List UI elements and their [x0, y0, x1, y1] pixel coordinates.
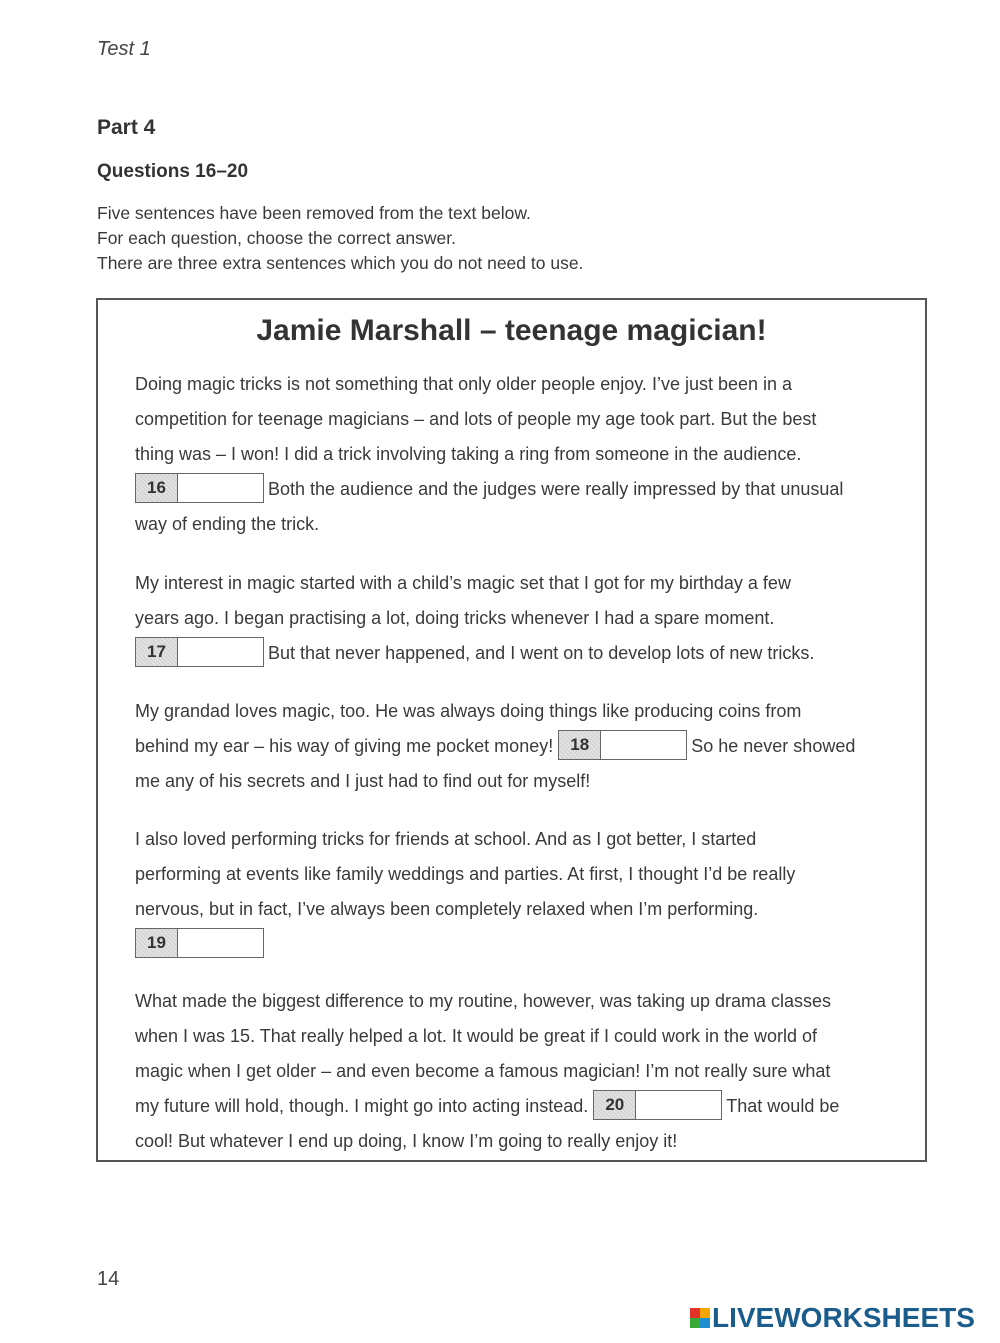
gap-number: 17: [136, 638, 178, 666]
text-span: Both the audience and the judges were really impressed by that unusual: [268, 479, 844, 499]
answer-gap-16[interactable]: [135, 473, 264, 503]
answer-gap-17[interactable]: [135, 637, 264, 667]
text-line: [135, 927, 925, 962]
answer-gap-19[interactable]: [135, 928, 264, 958]
text-line: [135, 636, 925, 671]
article-box: [96, 298, 927, 1162]
questions-title: Questions 16–20: [97, 161, 249, 182]
instruction-line: For each question, choose the correct answer.: [97, 228, 456, 248]
answer-gap-20[interactable]: [593, 1090, 722, 1120]
article-title: Jamie Marshall – teenage magician!: [256, 314, 767, 347]
gap-number: 16: [136, 474, 178, 502]
text-span: my future will hold, though. I might go into acting instead.: [135, 1096, 589, 1116]
paragraph-1: [135, 367, 925, 542]
paragraph-5: [135, 984, 925, 1159]
text-span: That would be: [726, 1096, 840, 1116]
text-line: [135, 1089, 925, 1124]
text-span: behind my ear – his way of giving me pocket money!: [135, 736, 554, 756]
instructions: [97, 201, 583, 276]
answer-gap-18[interactable]: [558, 730, 687, 760]
text-line: me any of his secrets and I just had to find out for myself!: [135, 771, 591, 791]
text-line: Doing magic tricks is not something that only older people enjoy. I’ve just been in a: [135, 374, 793, 394]
text-line: performing at events like family weddings and parties. At first, I thought I’d be really: [135, 864, 796, 884]
logo-text: LIVEWORKSHEETS: [712, 1302, 975, 1333]
page-number: 14: [97, 1268, 120, 1290]
text-line: when I was 15. That really helped a lot. It would be great if I could work in the world of: [135, 1026, 818, 1046]
text-line: cool! But whatever I end up doing, I know I’m going to really enjoy it!: [135, 1131, 678, 1151]
text-line: What made the biggest difference to my routine, however, was taking up drama classes: [135, 991, 832, 1011]
paragraph-4: [135, 822, 925, 962]
text-span: So he never showed: [691, 736, 856, 756]
running-head: Test 1: [97, 38, 151, 60]
gap-number: 19: [136, 929, 178, 957]
paragraph-3: [135, 694, 925, 799]
text-line: magic when I get older – and even become a famous magician! I’m not really sure what: [135, 1061, 831, 1081]
logo-blocks-icon: [690, 1308, 710, 1328]
text-span: But that never happened, and I went on to develop lots of new tricks.: [268, 643, 815, 663]
text-line: I also loved performing tricks for friends at school. And as I got better, I started: [135, 829, 757, 849]
instruction-line: Five sentences have been removed from the text below.: [97, 203, 531, 223]
instruction-line: There are three extra sentences which you do not need to use.: [97, 253, 584, 273]
text-line: competition for teenage magicians – and lots of people my age took part. But the best: [135, 409, 817, 429]
text-line: My interest in magic started with a child’s magic set that I got for my birthday a few: [135, 573, 791, 593]
text-line: nervous, but in fact, I’ve always been completely relaxed when I’m performing.: [135, 899, 759, 919]
text-line: thing was – I won! I did a trick involving taking a ring from someone in the audience.: [135, 444, 802, 464]
paragraph-2: [135, 566, 925, 671]
liveworksheets-logo: [690, 1301, 975, 1335]
gap-number: 18: [559, 731, 601, 759]
gap-number: 20: [594, 1091, 636, 1119]
text-line: [135, 472, 925, 507]
text-line: [135, 729, 925, 764]
text-line: way of ending the trick.: [135, 514, 320, 534]
text-line: years ago. I began practising a lot, doing tricks whenever I had a spare moment.: [135, 608, 775, 628]
text-line: My grandad loves magic, too. He was always doing things like producing coins from: [135, 701, 802, 721]
part-title: Part 4: [97, 116, 156, 139]
